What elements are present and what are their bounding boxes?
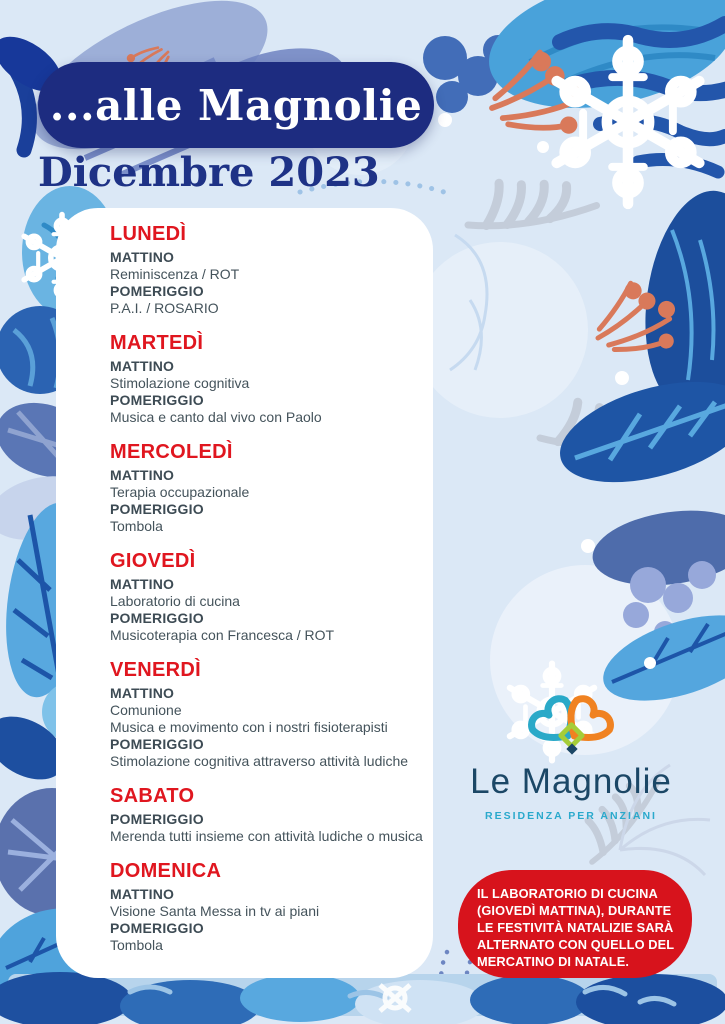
activity-text: Musica e movimento con i nostri fisioterapisti [110,719,388,735]
day-block [110,659,423,770]
time-slot-label: POMERIGGIO [110,283,204,299]
bottom-foliage-band [0,972,725,1024]
activity-text: Tombola [110,518,163,534]
day-name: GIOVEDÌ [110,550,196,572]
brand-tagline: RESIDENZA PER ANZIANI [485,810,657,822]
day-name: MARTEDÌ [110,332,204,354]
time-slot-label: POMERIGGIO [110,610,204,626]
activity-text: Visione Santa Messa in tv ai piani [110,903,320,919]
time-slot-label: POMERIGGIO [110,920,204,936]
time-slot-label: MATTINO [110,358,175,374]
time-slot-label: POMERIGGIO [110,501,204,517]
activity-text: Comunione [110,702,182,718]
time-slot-label: MATTINO [110,467,175,483]
title-banner [38,62,434,148]
day-block [110,223,423,317]
time-slot-label: MATTINO [110,249,175,265]
day-block [110,550,423,644]
time-slot-label: POMERIGGIO [110,736,204,752]
activity-text: Musica e canto dal vivo con Paolo [110,409,322,425]
activity-text: Tombola [110,937,163,953]
notice-box [458,870,692,978]
snowflake-icon [380,985,410,1011]
time-slot-label: POMERIGGIO [110,811,204,827]
activity-text: Laboratorio di cucina [110,593,240,609]
day-name: VENERDÌ [110,659,202,681]
time-slot-label: POMERIGGIO [110,392,204,408]
day-block [110,332,423,426]
day-name: LUNEDÌ [110,223,187,245]
activity-text: P.A.I. / ROSARIO [110,300,219,316]
two-hearts-butterfly-icon [511,694,631,760]
brand-name: Le Magnolie [470,762,672,801]
activity-text: Stimolazione cognitiva [110,375,250,391]
time-slot-label: MATTINO [110,685,175,701]
activity-text: Musicoterapia con Francesca / ROT [110,627,335,643]
schedule-card [56,208,433,978]
day-block [110,441,423,535]
day-name: SABATO [110,785,195,807]
brand-logo [455,694,687,822]
notice-text: IL LABORATORIO DI CUCINA (GIOVEDÌ MATTINA), DURANTE LE FESTIVITÀ NATALIZIE SARÀ ALTERNATO CON QUELLO DEL MERCATINO DI NATALE. [477,886,674,970]
poster-title: ...alle Magnolie [49,80,423,130]
time-slot-label: MATTINO [110,886,175,902]
day-name: MERCOLEDÌ [110,441,233,463]
activity-text: Terapia occupazionale [110,484,250,500]
activity-text: Stimolazione cognitiva attraverso attività ludiche [110,753,409,769]
time-slot-label: MATTINO [110,576,175,592]
day-block [110,860,423,954]
day-name: DOMENICA [110,860,222,882]
activity-text: Merenda tutti insieme con attività ludiche o musica [110,828,423,844]
schedule-list [110,223,423,954]
day-block [110,785,423,845]
month-title: Dicembre 2023 [38,149,380,196]
activity-text: Reminiscenza / ROT [110,266,240,282]
